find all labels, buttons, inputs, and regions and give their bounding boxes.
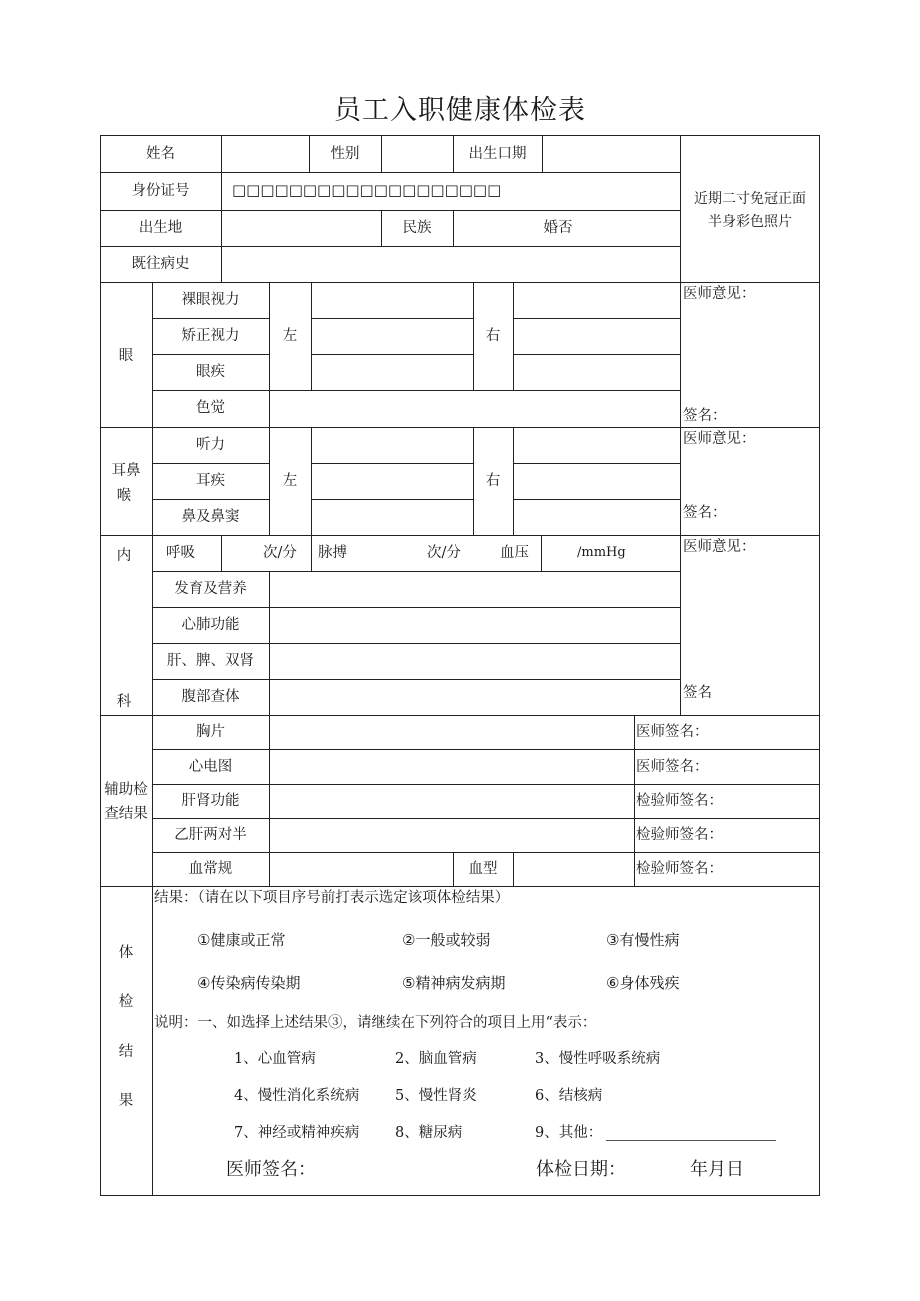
internal-row-development: 发育及营养 [174,581,247,597]
name-label: 姓名 [146,146,175,162]
eye-row-naked-vision: 裸眼视力 [181,292,240,308]
aux-row-hepatitis-b: 乙肝两对半 [174,827,247,843]
eye-right-label: 右 [485,328,501,344]
ent-sign-label: 签名： [683,505,727,521]
birthplace-label: 出生地 [138,220,183,236]
eye-row-corrected-vision: 矫正视力 [181,328,240,344]
disease-item-6[interactable]: 6、结核病 [535,1088,603,1104]
photo-text-line2: 半身彩色照片 [708,214,792,230]
birthplace-field[interactable] [222,211,380,245]
aux-row-blood-routine: 血常规 [188,861,233,877]
aux-signer-3: 检验师签名： [636,793,723,809]
aux-signer-5: 检验师签名： [636,861,723,877]
internal-section-label-1: 内 [116,548,132,564]
breath-label: 呼吸 [166,545,195,561]
result-option-disability[interactable]: ⑥身体残疾 [606,974,680,992]
disease-item-4[interactable]: 4、慢性消化系统病 [234,1088,360,1104]
disease-item-7[interactable]: 7、神经或精神疾病 [234,1125,360,1141]
result-note: 说明：一、如选择上述结果③，请继续在下列符合的项目上用“表示： [154,1015,597,1031]
aux-row-chest-xray: 胸片 [196,724,225,740]
form-title: 员工入职健康体检表 [334,95,586,126]
result-section-char-2: 检 [118,994,134,1010]
photo-text-line1: 近期二寸免冠正面 [694,191,806,207]
history-field[interactable] [222,247,679,281]
result-option-chronic[interactable]: ③有慢性病 [606,931,680,949]
birthdate-field[interactable] [543,136,679,171]
eye-sign-label: 签名： [683,408,727,424]
result-option-healthy[interactable]: ①健康或正常 [197,931,286,949]
ent-row-ear-disease: 耳疾 [196,473,225,489]
eye-row-color-vision: 色觉 [196,400,225,416]
disease-item-1[interactable]: 1、心血管病 [234,1051,316,1067]
internal-row-liver-spleen-kidney: 肝、脾、双肾 [167,653,254,669]
internal-sign-label: 签名 [683,685,712,701]
ethnicity-label: 民族 [402,220,432,236]
breath-unit: 次/分 [263,545,297,561]
ent-doctor-opinion: 医师意见： [683,431,756,447]
internal-row-heart-lung: 心肺功能 [181,617,240,633]
aux-signer-2: 医师签名： [636,759,709,775]
ent-row-nose-sinus: 鼻及鼻窦 [181,509,240,525]
disease-item-3[interactable]: 3、慢性呼吸系统病 [535,1051,661,1067]
result-doctor-sign: 医师签名： [226,1159,316,1180]
ent-row-hearing: 听力 [196,437,225,453]
eye-left-label: 左 [282,328,298,344]
aux-section-label-1: 辅助检 [104,782,148,798]
birthdate-label: 出生口期 [468,146,527,162]
disease-item-8[interactable]: 8、糖尿病 [395,1125,463,1141]
gender-label: 性别 [330,146,360,162]
aux-signer-4: 检验师签名： [636,827,723,843]
disease-item-5[interactable]: 5、慢性肾炎 [395,1088,477,1104]
bp-label: 血压 [500,545,529,561]
disease-item-9[interactable]: 9、其他： [535,1125,603,1141]
pulse-unit: 次/分 [427,545,461,561]
ent-section-label-1: 耳鼻 [111,463,141,479]
eye-doctor-opinion: 医师意见： [683,286,756,302]
name-field[interactable] [222,136,308,171]
blood-type-label: 血型 [468,861,498,877]
result-option-psychiatric[interactable]: ⑤精神病发病期 [402,974,506,992]
history-label: 既往病史 [131,256,190,272]
internal-section-label-2: 科 [116,694,132,710]
aux-row-ecg: 心电图 [188,759,233,775]
aux-signer-1: 医师签名： [636,724,709,740]
photo-area [681,136,819,282]
result-date-format: 年月日 [690,1159,744,1180]
result-instruction: 结果：（请在以下项目序号前打表示选定该项体检结果） [154,890,510,906]
ent-left-label: 左 [282,473,298,489]
eye-row-eye-disease: 眼疾 [196,364,225,380]
pulse-label: 脉搏 [318,545,347,561]
eye-section-label: 眼 [118,348,134,364]
internal-row-abdomen: 腹部查体 [181,689,240,705]
disease-item-2[interactable]: 2、脑血管病 [395,1051,477,1067]
result-section-char-3: 结 [118,1044,134,1060]
result-section-char-1: 体 [118,945,134,961]
result-exam-date: 体检日期： [536,1159,626,1180]
internal-doctor-opinion: 医师意见： [683,539,756,555]
id-number-boxes[interactable]: □□□□□□□□□□□□□□□□□□□ [232,181,502,199]
result-option-infectious[interactable]: ④传染病传染期 [197,974,301,992]
marital-label: 婚否 [543,220,573,236]
id-label: 身份证号 [131,183,190,199]
result-option-average[interactable]: ②一般或较弱 [402,931,491,949]
other-disease-input-line[interactable] [606,1140,776,1141]
gender-field[interactable] [382,136,452,171]
aux-row-liver-kidney: 肝肾功能 [181,793,240,809]
result-section-char-4: 果 [118,1093,134,1109]
aux-section-label-2: 查结果 [104,806,148,822]
ent-section-label-2: 喉 [116,488,132,504]
ent-right-label: 右 [485,473,501,489]
bp-unit: /mmHg [577,545,626,560]
